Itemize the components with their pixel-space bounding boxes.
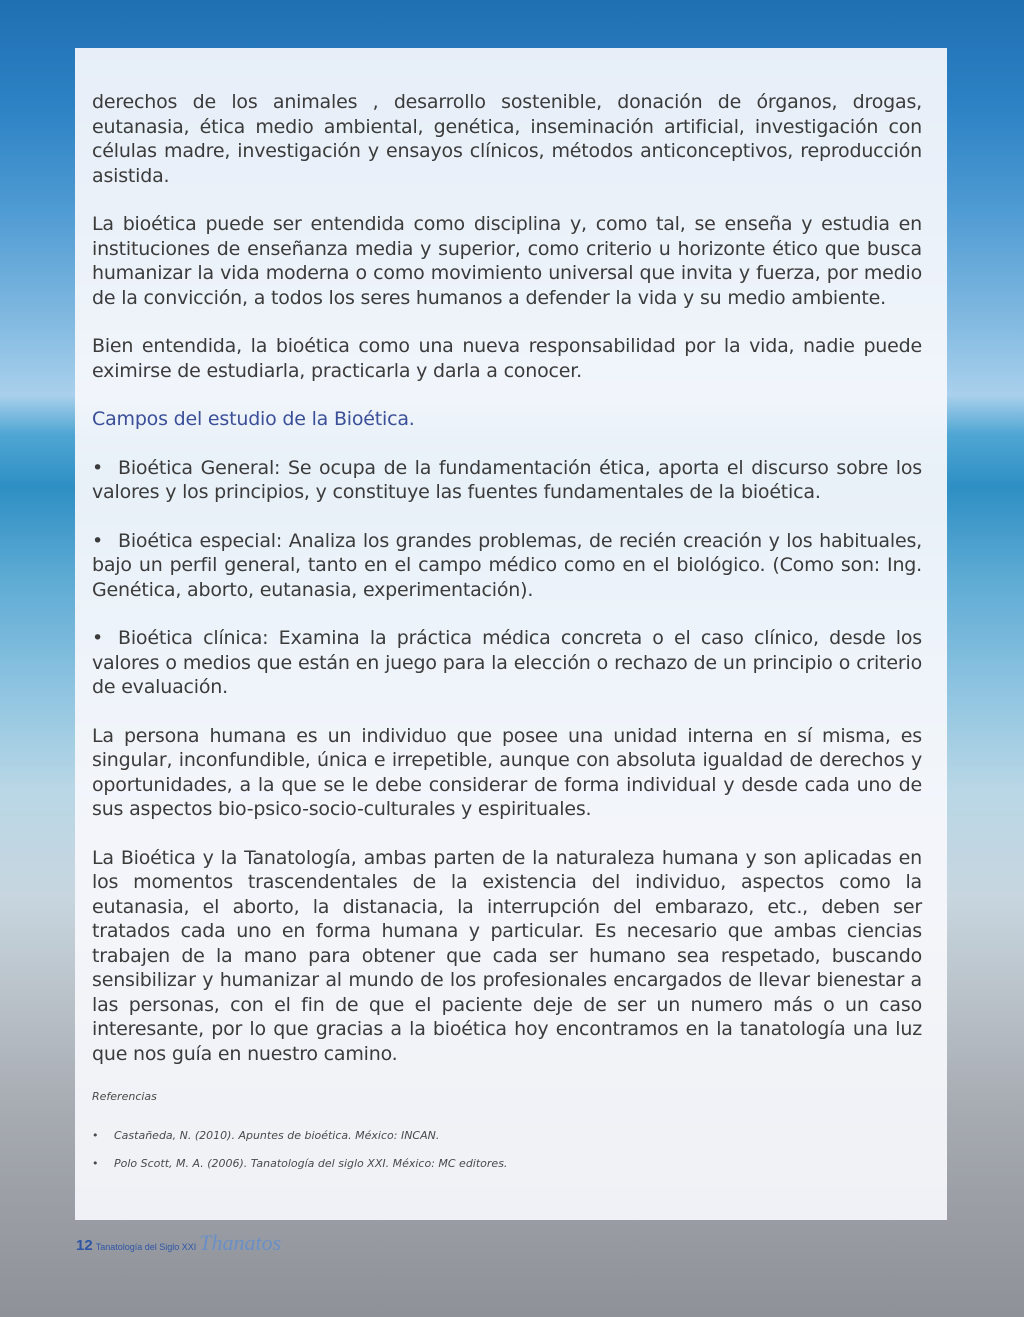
reference-item bbox=[92, 1129, 922, 1142]
paragraph-persona-humana: La persona humana es un individuo que posee una unidad interna en sí misma, es singular, inconfundible, única e irrepetible, aunque con absoluta igualdad de derechos y oportunidades, a la que se le debe considerar de forma individual y desde cada uno de sus aspectos bio-psico-socio-culturales y espirituales. bbox=[92, 724, 922, 820]
paragraph-responsibility: Bien entendida, la bioética como una nueva responsabilidad por la vida, nadie puede eximirse de estudiarla, practicarla y darla a conocer. bbox=[92, 335, 922, 382]
bullet-marker: • bbox=[92, 627, 104, 649]
bullet-marker: • bbox=[92, 529, 104, 552]
bullet-text: Bioética especial: Analiza los grandes problemas, de recién creación y los habituales, bajo un perfil general, tanto en el campo médico como en el biológico. (Como son: Ing. Genética, aborto, eutanasia, experimentación). bbox=[92, 529, 922, 601]
reference-bullet: • bbox=[92, 1157, 99, 1170]
references-title: Referencias bbox=[92, 1090, 157, 1103]
reference-text: Castañeda, N. (2010). Apuntes de bioética. México: INCAN. bbox=[114, 1129, 440, 1142]
reference-text: Polo Scott, M. A. (2006). Tanatología del siglo XXI. México: MC editores. bbox=[114, 1157, 508, 1170]
page-footer bbox=[76, 1230, 282, 1255]
bullet-text: Bioética clínica: Examina la práctica médica concreta o el caso clínico, desde los valores o medios que están en juego para la elección o rechazo de un principio o criterio de evaluación. bbox=[92, 627, 922, 698]
paragraph-bioetica-definition: La bioética puede ser entendida como disciplina y, como tal, se enseña y estudia en instituciones de enseñanza media y superior, como criterio u horizonte ético que busca humanizar la vida moderna o como movimiento universal que invita y fuerza, por medio de la convicción, a todos los seres humanos a defender la vida y su medio ambiente. bbox=[92, 213, 922, 309]
article-body bbox=[92, 90, 922, 1185]
bullet-marker: • bbox=[92, 456, 104, 479]
bullet-bioetica-especial bbox=[92, 529, 922, 603]
paragraph-bioetica-tanatologia: La Bioética y la Tanatología, ambas parten de la naturaleza humana y son aplicadas en los momentos trascendentales de la existencia del individuo, aspectos como la eutanasia, el aborto, la distanacia, la interrupción del embarazo, etc., deben ser tratados cada uno en forma humana y particular. Es necesario que ambas ciencias trabajen de la mano para obtener que cada ser humano sea respetado, buscando sensibilizar y humanizar al mundo de los profesionales encargados de llevar bienestar a las personas, con el fin de que el paciente deje de ser un numero más o un caso interesante, por lo que gracias a la bioética hoy encontramos en la tanatología una luz que nos guía en nuestro camino. bbox=[92, 846, 922, 1065]
magazine-subtitle: Tanatología del Siglo XXI bbox=[95, 1242, 197, 1252]
bullet-bioetica-general bbox=[92, 456, 922, 505]
reference-bullet: • bbox=[92, 1129, 99, 1142]
bullet-text: Bioética General: Se ocupa de la fundamentación ética, aporta el discurso sobre los valores y los principios, y constituye las fuentes fundamentales de la bioética. bbox=[92, 456, 922, 503]
section-heading: Campos del estudio de la Bioética. bbox=[92, 408, 415, 430]
page-number: 12 bbox=[76, 1237, 93, 1254]
reference-item bbox=[92, 1157, 922, 1170]
magazine-logo: Thanatos bbox=[199, 1230, 282, 1255]
bullet-bioetica-clinica bbox=[92, 626, 922, 700]
paragraph-intro-list: derechos de los animales , desarrollo sostenible, donación de órganos, drogas, eutanasia, ética medio ambiental, genética, inseminación artificial, investigación con células madre, investigación y ensayos clínicos, métodos anticonceptivos, reproducción asistida. bbox=[92, 91, 922, 187]
